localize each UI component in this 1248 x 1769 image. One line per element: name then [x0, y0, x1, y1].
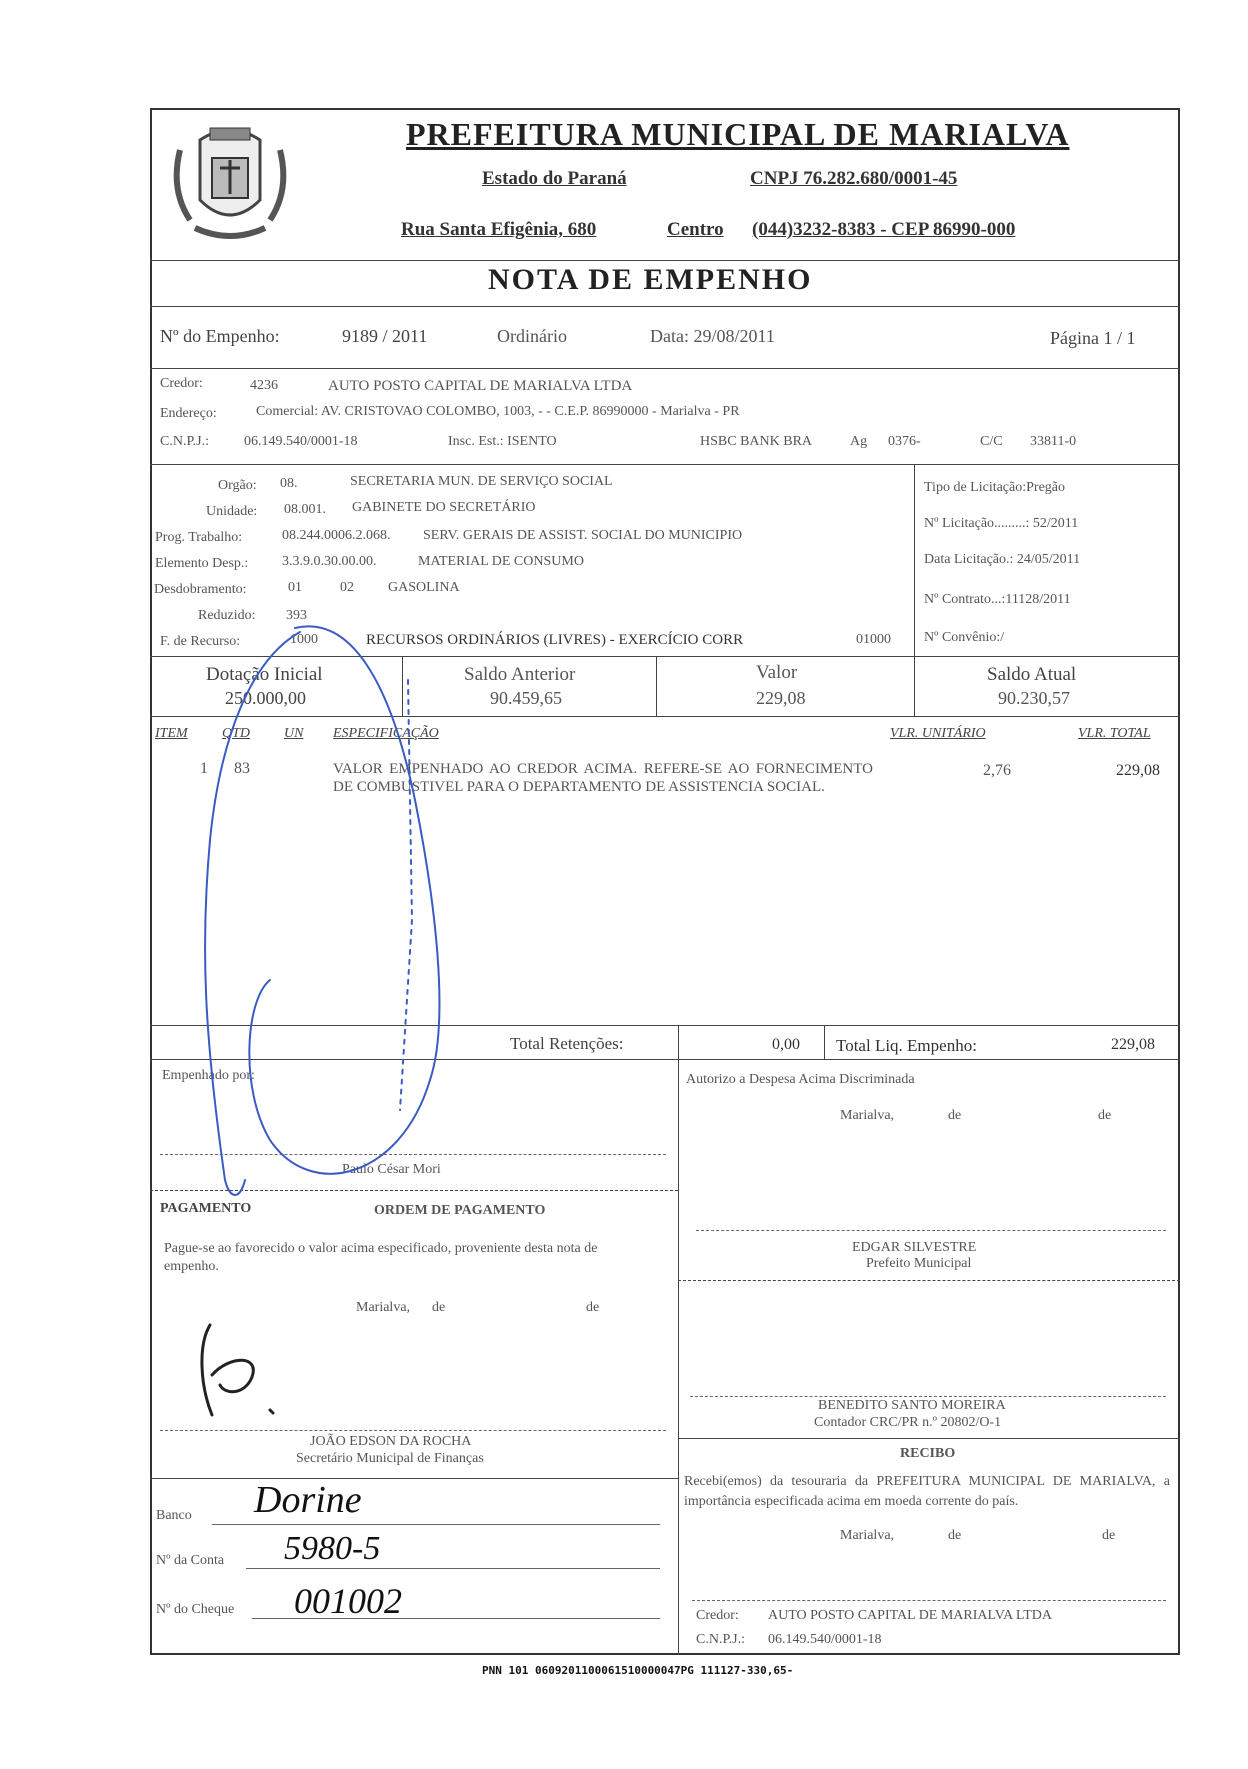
- recibo-cnpj: 06.149.540/0001-18: [768, 1632, 882, 1647]
- autorizo-de1: de: [948, 1108, 962, 1123]
- document-title: NOTA DE EMPENHO: [488, 263, 813, 296]
- coat-of-arms-icon: [160, 120, 300, 250]
- municipality-title: PREFEITURA MUNICIPAL DE MARIALVA: [406, 116, 1070, 152]
- prog-name: SERV. GERAIS DE ASSIST. SOCIAL DO MUNICIPIO: [423, 528, 743, 543]
- contador-role: Contador CRC/PR n.º 20802/O-1: [814, 1415, 1002, 1430]
- empenhado-por-name: Paulo César Mori: [342, 1162, 441, 1177]
- total-liquido-label: Total Liq. Empenho:: [836, 1036, 977, 1055]
- saldo-atual-value: 90.230,57: [998, 688, 1070, 708]
- recurso-label: F. de Recurso:: [160, 634, 241, 649]
- pagamento-text: Pague-se ao favorecido o valor acima especificado, proveniente desta nota de empenho.: [164, 1241, 598, 1274]
- col-vlr-unitario: VLR. UNITÁRIO: [890, 726, 986, 741]
- table-row-unit: 2,76: [983, 762, 1011, 779]
- autorizo-city: Marialva,: [840, 1108, 895, 1123]
- secretario-role: Secretário Municipal de Finanças: [296, 1451, 484, 1466]
- empenho-date: Data: 29/08/2011: [650, 326, 775, 346]
- table-row-qtd: 83: [234, 760, 250, 777]
- saldo-anterior-value: 90.459,65: [490, 688, 562, 708]
- header-address: Rua Santa Efigênia, 680: [401, 219, 597, 240]
- empenho-number-label: Nº do Empenho:: [160, 326, 280, 346]
- prog-label: Prog. Trabalho:: [155, 530, 243, 545]
- creditor-code: 4236: [250, 378, 278, 393]
- header-phone-cep: (044)3232-8383 - CEP 86990-000: [752, 219, 1016, 240]
- pagamento-de1: de: [432, 1300, 446, 1315]
- recurso-name: RECURSOS ORDINÁRIOS (LIVRES) - EXERCÍCIO CORR: [366, 632, 744, 648]
- creditor-name: AUTO POSTO CAPITAL DE MARIALVA LTDA: [328, 378, 633, 394]
- licitacao-numero: Nº Licitação.........: 52/2011: [924, 516, 1079, 531]
- banco-label: Banco: [156, 1508, 192, 1523]
- recibo-cnpj-label: C.N.P.J.:: [696, 1632, 746, 1647]
- recibo-credor-label: Credor:: [696, 1608, 739, 1623]
- creditor-bank: HSBC BANK BRA: [700, 434, 813, 449]
- unidade-label: Unidade:: [206, 504, 258, 519]
- desdobramento-name: GASOLINA: [388, 580, 460, 595]
- initials-signature-icon: [190, 1315, 300, 1425]
- creditor-label: Credor:: [160, 376, 203, 391]
- valor-value: 229,08: [756, 688, 806, 708]
- unidade-name: GABINETE DO SECRETÁRIO: [352, 500, 536, 515]
- contador-name: BENEDITO SANTO MOREIRA: [818, 1398, 1006, 1413]
- empenho-number: 9189 / 2011: [342, 326, 428, 346]
- table-row-item: 1: [200, 760, 208, 777]
- creditor-account-label: C/C: [980, 434, 1003, 449]
- total-retencoes-value: 0,00: [772, 1036, 800, 1053]
- creditor-cnpj: 06.149.540/0001-18: [244, 434, 358, 449]
- prog-code: 08.244.0006.2.068.: [282, 528, 391, 543]
- handwritten-conta: 5980-5: [284, 1530, 381, 1567]
- recurso-code: 1000: [290, 632, 318, 647]
- recibo-text: Recebi(emos) da tesouraria da PREFEITURA MUNICIPAL DE MARIALVA, a importância especificada acima em moeda corrente do país.: [684, 1474, 1170, 1509]
- saldo-anterior-label: Saldo Anterior: [464, 664, 576, 685]
- licitacao-data: Data Licitação.: 24/05/2011: [924, 552, 1081, 567]
- saldo-atual-label: Saldo Atual: [987, 664, 1077, 685]
- licitacao-convenio: Nº Convênio:/: [924, 630, 1005, 645]
- autorizo-de2: de: [1098, 1108, 1112, 1123]
- blue-pen-stroke-icon: [150, 620, 480, 1220]
- empenho-type: Ordinário: [497, 326, 567, 346]
- creditor-ie: Insc. Est.: ISENTO: [448, 434, 557, 449]
- elemento-name: MATERIAL DE CONSUMO: [418, 554, 584, 569]
- conta-label: Nº da Conta: [156, 1553, 225, 1568]
- desdobramento-code1: 01: [288, 580, 302, 595]
- desdobramento-label: Desdobramento:: [154, 582, 247, 597]
- col-item: ITEM: [155, 726, 188, 741]
- page-number: Página 1 / 1: [1050, 328, 1136, 348]
- total-liquido-value: 229,08: [1111, 1036, 1155, 1053]
- elemento-label: Elemento Desp.:: [155, 556, 249, 571]
- table-row-spec: VALOR EMPENHADO AO CREDOR ACIMA. REFERE-SE AO FORNECIMENTO DE COMBUSTIVEL PARA O DEPARTAMENTO DE ASSISTENCIA SOCIAL.: [333, 761, 873, 795]
- reduzido-label: Reduzido:: [198, 608, 256, 623]
- header-district: Centro: [667, 219, 724, 240]
- pagamento-city: Marialva,: [356, 1300, 411, 1315]
- handwritten-cheque: 001002: [294, 1581, 402, 1621]
- prefeito-role: Prefeito Municipal: [866, 1256, 972, 1271]
- recibo-city: Marialva,: [840, 1528, 895, 1543]
- total-retencoes-label: Total Retenções:: [510, 1034, 624, 1053]
- cnpj-header: CNPJ 76.282.680/0001-45: [750, 168, 958, 189]
- recibo-de2: de: [1102, 1528, 1116, 1543]
- unidade-code: 08.001.: [284, 502, 326, 517]
- prefeito-name: EDGAR SILVESTRE: [852, 1240, 977, 1255]
- creditor-agency-label: Ag: [850, 434, 868, 449]
- pagamento-de2: de: [586, 1300, 600, 1315]
- creditor-address-label: Endereço:: [160, 406, 217, 421]
- state-name: Estado do Paraná: [482, 168, 627, 189]
- handwritten-banco: Dorine: [254, 1479, 362, 1521]
- valor-label: Valor: [756, 662, 798, 683]
- col-vlr-total: VLR. TOTAL: [1078, 726, 1151, 741]
- col-especificacao: ESPECIFICAÇÃO: [333, 726, 439, 741]
- secretario-name: JOÃO EDSON DA ROCHA: [310, 1434, 472, 1449]
- cheque-label: Nº do Cheque: [156, 1602, 235, 1617]
- licitacao-tipo: Tipo de Licitação:Pregão: [924, 480, 1066, 495]
- creditor-account: 33811-0: [1030, 434, 1077, 449]
- table-row-total: 229,08: [1116, 762, 1160, 779]
- creditor-cnpj-label: C.N.P.J.:: [160, 434, 210, 449]
- recibo-de1: de: [948, 1528, 962, 1543]
- autorizo-label: Autorizo a Despesa Acima Discriminada: [686, 1072, 915, 1087]
- orgao-code: 08.: [280, 476, 298, 491]
- pagamento-label: PAGAMENTO: [160, 1201, 252, 1216]
- col-un: UN: [284, 726, 304, 741]
- licitacao-contrato: Nº Contrato...:11128/2011: [924, 592, 1071, 607]
- orgao-label: Orgão:: [218, 478, 257, 493]
- elemento-code: 3.3.9.0.30.00.00.: [282, 554, 377, 569]
- reduzido-value: 393: [286, 608, 307, 623]
- dotacao-value: 250.000,00: [225, 688, 306, 708]
- recibo-label: RECIBO: [900, 1446, 956, 1461]
- recurso-number: 01000: [856, 632, 891, 647]
- dotacao-label: Dotação Inicial: [206, 664, 323, 685]
- empenhado-por-label: Empenhado por:: [162, 1068, 255, 1083]
- desdobramento-code2: 02: [340, 580, 354, 595]
- footer-code: PNN 101 0609201100061510000047PG 111127-330,65-: [482, 1664, 794, 1677]
- creditor-agency: 0376-: [888, 434, 921, 449]
- orgao-name: SECRETARIA MUN. DE SERVIÇO SOCIAL: [350, 474, 613, 489]
- creditor-address: Comercial: AV. CRISTOVAO COLOMBO, 1003, - - C.E.P. 86990000 - Marialva - PR: [256, 404, 740, 419]
- recibo-credor: AUTO POSTO CAPITAL DE MARIALVA LTDA: [768, 1608, 1052, 1623]
- ordem-pagamento-label: ORDEM DE PAGAMENTO: [374, 1203, 546, 1218]
- col-qtd: QTD: [222, 726, 251, 741]
